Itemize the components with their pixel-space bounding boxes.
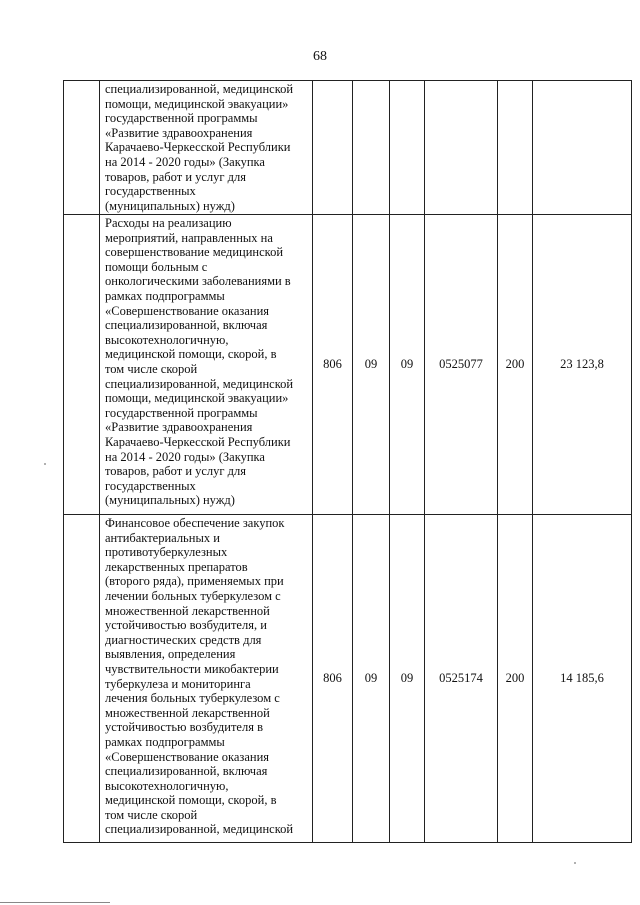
description-line: том числе скорой (105, 361, 198, 376)
target-article-cell: 0525174 (425, 515, 498, 843)
description-line: Карачаево-Черкесской Республики (105, 140, 291, 155)
description-line: лекарственных препаратов (105, 559, 248, 574)
description-line: множественной лекарственной (105, 705, 270, 720)
target-article-cell (425, 81, 498, 215)
description-line: государственных (105, 478, 196, 493)
description-line: специализированной, медицинской (105, 822, 294, 837)
description-line: медицинской помощи, скорой, в (105, 347, 277, 362)
expense-type-cell: 200 (498, 515, 533, 843)
description-line: лечении больных туберкулезом с (105, 588, 281, 603)
description-line: диагностических средств для (105, 632, 262, 647)
table-row (64, 515, 632, 843)
target-article-cell: 0525077 (425, 215, 498, 515)
subsection-cell: 09 (390, 515, 425, 843)
description-line: чувствительности микобактерии (105, 661, 279, 676)
row-number-cell (64, 215, 100, 515)
admin-code-cell (313, 81, 353, 215)
admin-code-cell: 806 (313, 515, 353, 843)
section-cell: 09 (353, 515, 390, 843)
description-cell (100, 81, 313, 215)
scan-speck (574, 862, 576, 864)
description-line: «Совершенствование оказания (105, 303, 270, 318)
row-number-cell (64, 515, 100, 843)
description-line: товаров, работ и услуг для (105, 169, 247, 184)
subsection-cell: 09 (390, 215, 425, 515)
description-cell (100, 215, 313, 515)
row-number-cell (64, 81, 100, 215)
description-line: лечения больных туберкулезом с (105, 691, 280, 706)
description-line: выявления, определения (105, 647, 236, 662)
description-line: устойчивостью возбудителя в (105, 720, 263, 735)
budget-table (63, 80, 632, 843)
expense-type-cell: 200 (498, 215, 533, 515)
description-line: противотуберкулезных (105, 545, 228, 560)
table-row (64, 215, 632, 515)
description-line: Финансовое обеспечение закупок (105, 516, 285, 530)
description-line: государственных (105, 184, 196, 199)
description-line: медицинской помощи, скорой, в (105, 793, 277, 808)
description-line: (второго ряда), применяемых при (105, 574, 284, 589)
description-line: специализированной, медицинской (105, 376, 294, 391)
description-line: государственной программы (105, 405, 258, 420)
description-line: «Развитие здравоохранения (105, 125, 253, 140)
description-line: помощи, медицинской эвакуации» (105, 391, 289, 406)
description-line: на 2014 - 2020 годы» (Закупка (105, 154, 265, 169)
description-line: товаров, работ и услуг для (105, 464, 247, 479)
subsection-cell (390, 81, 425, 215)
description-line: специализированной, включая (105, 764, 268, 779)
scan-speck (44, 463, 46, 465)
description-line: «Развитие здравоохранения (105, 420, 253, 435)
description-line: устойчивостью возбудителя, и (105, 618, 267, 633)
sum-cell: 23 123,8 (533, 215, 632, 515)
description-line: рамках подпрограммы (105, 734, 225, 749)
description-line: государственной программы (105, 111, 258, 126)
description-line: мероприятий, направленных на (105, 230, 273, 245)
description-line: специализированной, включая (105, 318, 268, 333)
description-line: том числе скорой (105, 807, 198, 822)
section-cell: 09 (353, 215, 390, 515)
table-row (64, 81, 632, 215)
description-line: Карачаево-Черкесской Республики (105, 434, 291, 449)
admin-code-cell: 806 (313, 215, 353, 515)
description-line: совершенствование медицинской (105, 245, 284, 260)
sum-cell (533, 81, 632, 215)
description-line: помощи, медицинской эвакуации» (105, 96, 289, 111)
description-line: «Совершенствование оказания (105, 749, 270, 764)
description-line: онкологическими заболеваниями в (105, 274, 291, 289)
section-cell (353, 81, 390, 215)
description-line: специализированной, медицинской (105, 82, 294, 96)
description-line: высокотехнологичную, (105, 332, 229, 347)
description-line: рамках подпрограммы (105, 288, 225, 303)
description-line: на 2014 - 2020 годы» (Закупка (105, 449, 265, 464)
description-line: помощи больным с (105, 259, 208, 274)
sum-cell: 14 185,6 (533, 515, 632, 843)
description-line: антибактериальных и (105, 530, 220, 545)
description-line: Расходы на реализацию (105, 216, 232, 230)
page-number: 68 (313, 49, 327, 64)
scan-edge-mark (0, 902, 110, 903)
description-line: туберкулеза и мониторинга (105, 676, 251, 691)
description-line: (муниципальных) нужд) (105, 493, 235, 508)
description-line: (муниципальных) нужд) (105, 198, 235, 213)
expense-type-cell (498, 81, 533, 215)
description-line: множественной лекарственной (105, 603, 270, 618)
description-cell (100, 515, 313, 843)
description-line: высокотехнологичную, (105, 778, 229, 793)
